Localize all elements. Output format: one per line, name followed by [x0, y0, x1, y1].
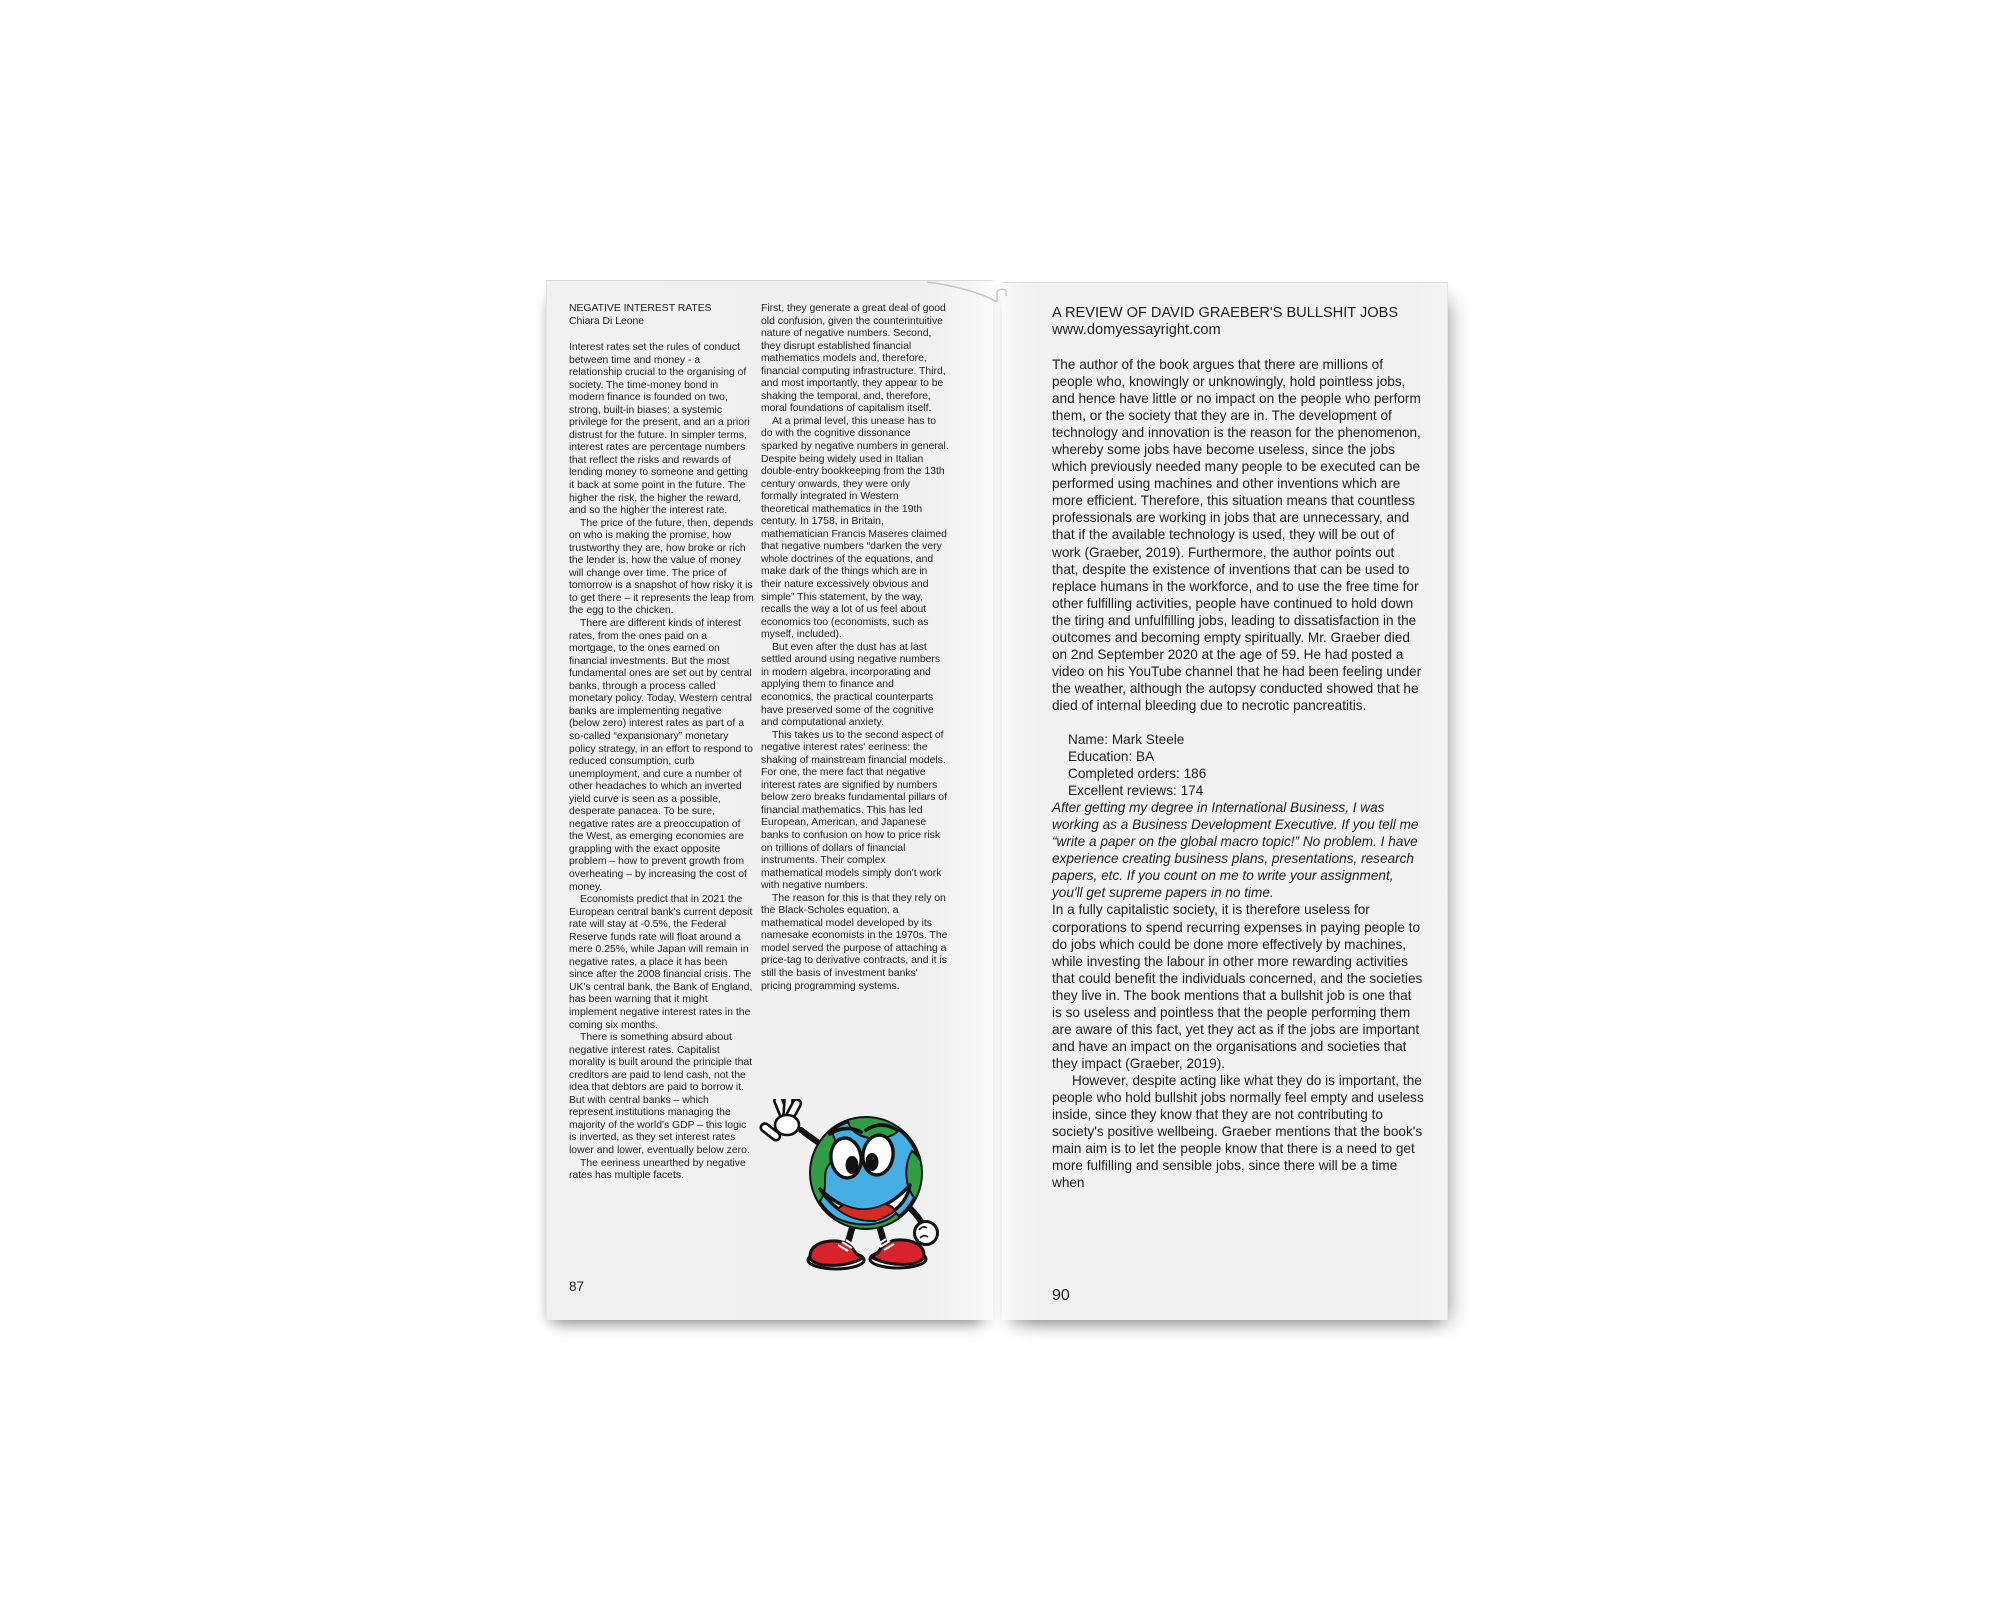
waving-hand-icon [759, 1099, 802, 1142]
paragraph: The reason for this is that they rely on the Black-Scholes equation, a mathematical model developed by its namesake economists in the 1970s. The model served the purpose of attaching a price-tag to derivative contracts, and it is still the basis of investment banks' pricing programming systems. [761, 892, 948, 992]
profile-excellent-reviews: Excellent reviews: 174 [1068, 783, 1204, 799]
paragraph: There are different kinds of interest rates, from the ones paid on a mortgage, to the ones earned on financial investments. But the most fundamental ones are set out by central banks, through a process called monetary policy. Today, Western central banks are implementing negative (below zero) interest rates as part of a so-called “expansionary” monetary policy strategy, in an effort to respond to reduced consumption, curb unemployment, and cure a number of other headaches to which an inverted yield curve is seen as a possible, desperate panacea. To be sure, negative rates are a preoccupation of the West, as emerging economies are grappling with the exact opposite problem – how to prevent growth from overheating – by increasing the cost of money. [569, 618, 753, 893]
right-page-number: 90 [1052, 1287, 1070, 1304]
left-page [546, 280, 993, 1320]
paragraph: The price of the future, then, depends on who is making the promise, how trustworthy they are, how broke or rich the lender is, how the value of money will change over time. The price of tomorrow is a snapshot of how risky it is to get there – it represents the leap from the egg to the chicken. [569, 517, 754, 617]
paragraph: The author of the book argues that there are millions of people who, knowingly or unknowingly, hold pointless jobs, and hence have little or no impact on the people who perform them, or the society that they are in. The development of technology and innovation is the reason for the phenomenon, whereby some jobs have become useless, since the jobs which previously needed many people to be executed can be performed using machines and other inventions which are more efficient. Therefore, this situation means that countless professionals are working in jobs that are unnecessary, and that if the available technology is used, they will be out of work (Graeber, 2019). Furthermore, the author points out that, despite the existence of inventions that can be used to replace humans in the workforce, and to use the free time for other fulfilling activities, people have continued to hold down the tiring and unfulfilling jobs, leading to dissatisfaction in the outcomes and becoming empty spiritually. Mr. Graeber died on 2nd September 2020 at the age of 59. He had posted a video on his YouTube channel that he had been feeling under the weather, although the autopsy conducted showed that he died of internal bleeding due to necrotic pancreatitis. [1052, 357, 1422, 713]
left-article-author: Chiara Di Leone [569, 315, 645, 327]
paragraph: Interest rates set the rules of conduct between time and money - a relationship crucial to the organising of society. The time-money bond in modern finance is founded on two, strong, built-in biases: a systemic privilege for the present, and an a priori distrust for the future. In simpler terms, interest rates are percentage numbers that reflect the risks and rewards of lending money to someone and getting it back at some point in the future. The higher the risk, the higher the reward, and so the higher the interest rate. [569, 342, 750, 517]
left-column-1 [569, 342, 754, 1183]
writer-profile-quote: After getting my degree in International Business, I was working as a Business Development Executive. If you tell me “write a paper on the global macro topic!” No problem. I have experience creating business plans, presentations, research papers, etc. If you count on me to write your assignment, you'll get supreme papers in no time. [1052, 800, 1419, 901]
spine-page-curl [925, 256, 1045, 306]
paragraph: At a primal level, this unease has to do with the cognitive dissonance sparked by negative numbers in general. Despite being widely used in Italian double-entry bookkeeping from the 13th century onwards, they were only formally integrated in Western theoretical mathematics in the 19th century. In 1758, in Britain, mathematician Francis Maseres claimed that negative numbers “darken the very whole doctrines of the equations, and make dark of the things which are in their nature excessively obvious and simple” This statement, by the way, recalls the way a lot of us feel about economics too (economists, such as myself, included). [761, 415, 949, 641]
paragraph: This takes us to the second aspect of negative interest rates' eeriness: the shaking of mainstream financial models. For one, the mere fact that negative interest rates are signified by numbers below zero breaks fundamental pillars of financial mathematics. This has led European, American, and Japanese banks to confusion on how to price risk on trillions of dollars of financial instruments. Their complex mathematical models simply don't work with negative numbers. [761, 729, 947, 892]
profile-education: Education: BA [1068, 749, 1155, 765]
earth-mascot-illustration [754, 1099, 946, 1277]
paragraph: But even after the dust has at last settled around using negative numbers in modern algebra, incorporating and applying them to finance and economics, the practical counterparts have preserved some of the cognitive and computational anxiety. [761, 641, 941, 729]
writer-profile-block [1068, 731, 1424, 799]
profile-completed-orders: Completed orders: 186 [1068, 766, 1207, 782]
right-article-url: www.domyessayright.com [1052, 322, 1221, 339]
paragraph: The eeriness unearthed by negative rates has multiple facets. [569, 1157, 746, 1182]
left-article-header [569, 303, 759, 328]
right-article-header [1052, 305, 1430, 339]
profile-name: Name: Mark Steele [1068, 731, 1185, 747]
paragraph: Economists predict that in 2021 the European central bank's current deposit rate will stay at -0.5%, the Federal Reserve funds rate will float around a mere 0.25%, while Japan will remain in negative rates, a place it has been since after the 2008 financial crisis. The UK's central bank, the Bank of England, has been warning that it might implement negative interest rates in the coming six months. [569, 894, 753, 1031]
left-article-title: NEGATIVE INTEREST RATES [569, 303, 712, 314]
paragraph: First, they generate a great deal of good old confusion, given the counterintuitive nature of negative numbers. Second, they disrupt established financial mathematics models and, therefore, financial computing infrastructure. Third, and most importantly, they appear to be shaking the temporal, and, therefore, moral foundations of capitalism itself. [761, 303, 946, 415]
mascot-left-shoe [808, 1240, 864, 1269]
mascot-right-shoe [870, 1239, 926, 1268]
right-article-body [1052, 356, 1424, 1191]
paragraph: In a fully capitalistic society, it is therefore useless for corporations to spend recurring expenses in paying people to do jobs which could be done more effectively by machines, while investing the labour in other more rewarding activities that could benefit the individuals concerned, and the societies they live in. The book mentions that a bullshit job is one that is so useless and pointless that the people performing them are aware of this fact, yet they act as if the jobs are important and have an impact on the organisations and societies that they impact (Graeber, 2019). [1052, 902, 1423, 1071]
right-page [1002, 282, 1448, 1320]
paragraph: However, despite acting like what they do is important, the people who hold bullshit jobs normally feel empty and useless inside, since they know that they are not contributing to society's positive wellbeing. Graeber mentions that the book's main aim is to let the people know that there is a need to get more fulfilling and sensible jobs, since there will be a time when [1052, 1072, 1424, 1191]
right-article-title: A REVIEW OF DAVID GRAEBER'S BULLSHIT JOBS [1052, 305, 1399, 321]
paragraph: There is something absurd about negative interest rates. Capitalist morality is built around the principle that creditors are paid to lend cash, not the idea that debtors are paid to borrow it. But with central banks – which represent institutions managing the majority of the world's GDP – this logic is inverted, as they set interest rates lower and lower, eventually below zero. [569, 1032, 753, 1156]
left-page-number: 87 [569, 1279, 585, 1294]
fist-hand-icon [915, 1222, 938, 1245]
left-column-2 [761, 303, 949, 993]
